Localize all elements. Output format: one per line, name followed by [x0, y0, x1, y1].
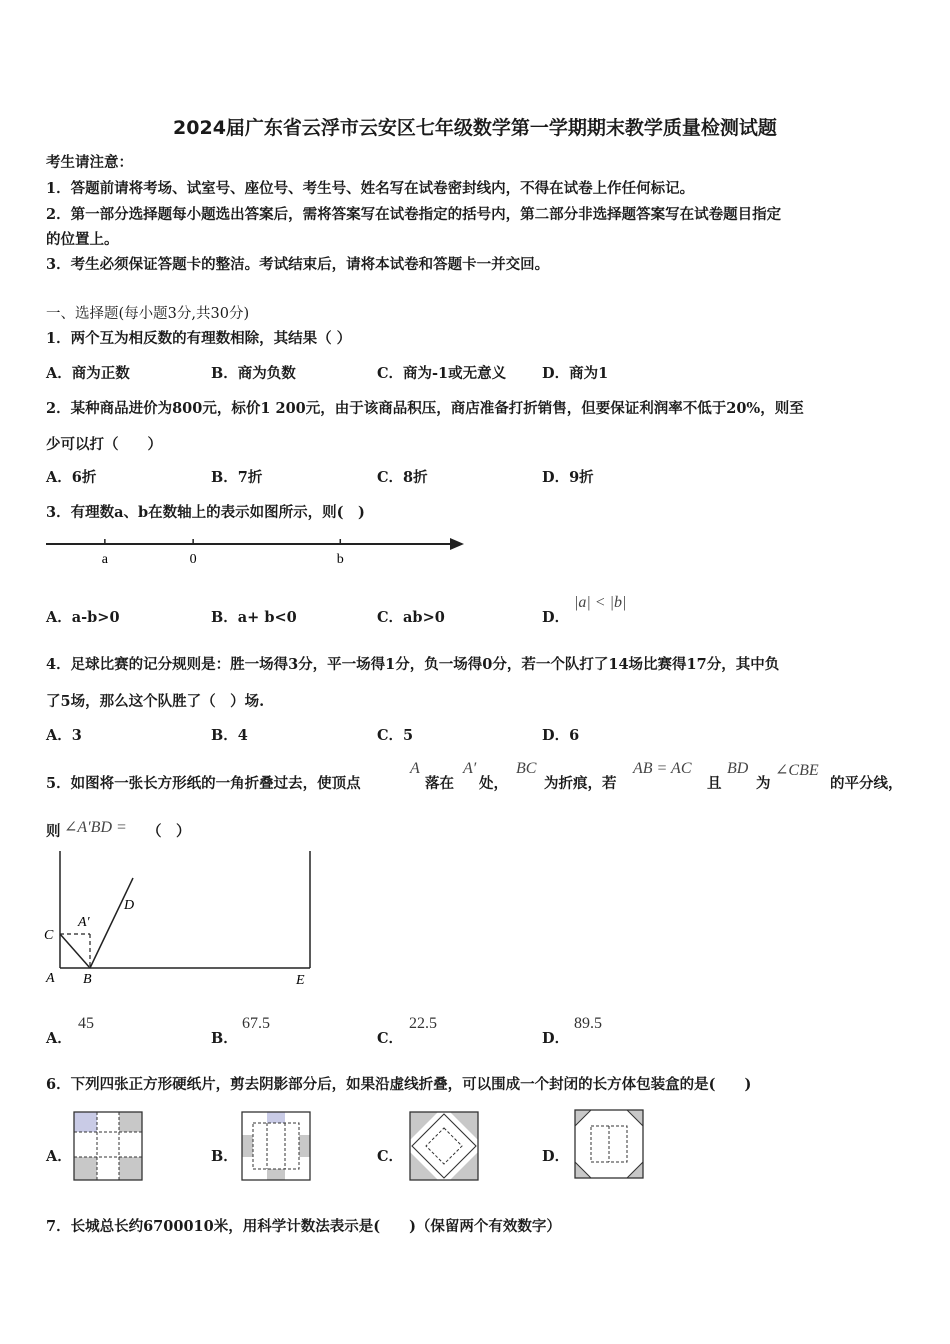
q5-option-d-value: 89.5	[574, 1015, 602, 1032]
label-d: D	[124, 898, 135, 913]
fold-crease-bc	[60, 934, 90, 968]
question-5-stem-part: 落在	[425, 775, 454, 792]
number-line-label: a	[101, 552, 108, 567]
q5-option-c[interactable]: C．	[377, 1030, 404, 1047]
question-5-stem-part: 的平分线，	[830, 775, 903, 792]
q5-option-c-value: 22.5	[409, 1015, 437, 1032]
number-line-figure	[44, 532, 468, 572]
question-5-stem-part: 为折痕，若	[544, 775, 617, 792]
label-e: E	[296, 973, 305, 988]
cut-region	[119, 1112, 142, 1132]
section-heading: 一、选择题(每小题3分,共30分)	[46, 306, 250, 322]
q4-option-a[interactable]: A．3	[46, 727, 82, 744]
q4-option-d[interactable]: D．6	[542, 727, 580, 744]
cut-region	[74, 1112, 97, 1132]
question-6-stem: 6．下列四张正方形硬纸片，剪去阴影部分后，如果沿虚线折叠，可以围成一个封闭的长方体包装盒的是( )	[46, 1076, 752, 1093]
question-5-stem-part: 且	[707, 775, 722, 792]
q1-option-c[interactable]: C．商为-1或无意义	[377, 365, 507, 382]
question-5-stem-part: （ ）	[147, 823, 191, 840]
cut-region	[299, 1135, 310, 1157]
q6-figure-d	[573, 1108, 645, 1180]
math-ab-eq-ac: AB = AC	[633, 760, 692, 777]
q5-option-a-value: 45	[78, 1015, 94, 1032]
cut-region	[267, 1169, 285, 1180]
q4-option-c[interactable]: C．5	[377, 727, 414, 744]
label-a-prime: A′	[78, 915, 90, 930]
q2-option-a[interactable]: A．6折	[46, 469, 97, 486]
axis-arrow	[450, 538, 464, 550]
question-1-stem: 1．两个互为相反数的有理数相除，其结果（ ）	[46, 330, 352, 347]
question-7-stem: 7．长城总长约6700010米，用科学计数法表示是( )（保留两个有效数字）	[46, 1218, 561, 1235]
q2-option-c[interactable]: C．8折	[377, 469, 428, 486]
q1-option-d[interactable]: D．商为1	[542, 365, 609, 382]
notice-item: 1．答题前请将考场、试室号、座位号、考生号、姓名写在试卷密封线内，不得在试卷上作任何标记。	[46, 180, 695, 197]
q3-option-b[interactable]: B．a+ b<0	[211, 609, 297, 626]
math-a-prime: A′	[463, 760, 477, 777]
cut-region	[119, 1157, 142, 1180]
question-4-stem-cont: 了5场，那么这个队胜了（ ）场.	[46, 693, 265, 710]
q6-figure-b	[240, 1110, 312, 1182]
question-5-stem-part: 则	[46, 823, 61, 840]
cut-region	[410, 1112, 438, 1140]
question-5-stem-part: 为	[756, 775, 771, 792]
q1-option-a[interactable]: A．商为正数	[46, 365, 130, 382]
cut-region	[242, 1135, 253, 1157]
math-angle-abd: ∠A′BD =	[64, 819, 127, 836]
q4-option-b[interactable]: B．4	[211, 727, 248, 744]
q3-option-c[interactable]: C．ab>0	[377, 609, 445, 626]
label-c: C	[44, 928, 54, 943]
question-5-stem-part: 处，	[479, 775, 508, 792]
math-a: A	[410, 760, 420, 777]
number-line-label: 0	[189, 552, 197, 567]
notice-heading: 考生请注意：	[46, 154, 133, 171]
question-2-stem-cont: 少可以打（ ）	[46, 436, 162, 453]
notice-item: 3．考生必须保证答题卡的整洁。考试结束后，请将本试卷和答题卡一并交回。	[46, 256, 550, 273]
notice-item: 2．第一部分选择题每小题选出答案后，需将答案写在试卷指定的括号内，第二部分非选择题答案写在试卷题目指定	[46, 206, 782, 223]
q6-figure-a	[72, 1110, 144, 1182]
question-4-stem: 4．足球比赛的记分规则是：胜一场得3分，平一场得1分，负一场得0分，若一个队打了14场比赛得17分，其中负	[46, 656, 780, 673]
q5-option-b-value: 67.5	[242, 1015, 270, 1032]
cut-region	[450, 1152, 478, 1180]
q2-option-d[interactable]: D．9折	[542, 469, 594, 486]
cut-region	[410, 1152, 438, 1180]
q5-option-d[interactable]: D．	[542, 1030, 570, 1047]
q6-figure-c	[408, 1110, 480, 1182]
page-title: 2024届广东省云浮市云安区七年级数学第一学期期末教学质量检测试题	[173, 117, 777, 139]
q6-option-a[interactable]: A．	[46, 1148, 72, 1165]
bisector-bd	[90, 878, 133, 968]
q3-option-d-expression: |a| < |b|	[574, 594, 627, 611]
folding-figure	[38, 846, 328, 992]
math-bd: BD	[727, 760, 749, 777]
q1-option-b[interactable]: B．商为负数	[211, 365, 296, 382]
q6-option-d[interactable]: D．	[542, 1148, 570, 1165]
q5-option-a[interactable]: A．	[46, 1030, 72, 1047]
math-angle-cbe: ∠CBE	[775, 762, 819, 779]
label-a: A	[46, 971, 55, 986]
cut-region	[74, 1157, 97, 1180]
q6-option-c[interactable]: C．	[377, 1148, 404, 1165]
q3-option-d[interactable]: D．	[542, 609, 570, 626]
cut-region	[267, 1112, 285, 1123]
q6-option-b[interactable]: B．	[211, 1148, 238, 1165]
question-5-stem-part: 5．如图将一张长方形纸的一角折叠过去，使顶点	[46, 775, 361, 792]
q2-option-b[interactable]: B．7折	[211, 469, 263, 486]
question-3-stem: 3．有理数a、b在数轴上的表示如图所示，则( )	[46, 504, 365, 521]
q3-option-a[interactable]: A．a-b>0	[46, 609, 120, 626]
q5-option-b[interactable]: B．	[211, 1030, 238, 1047]
math-bc: BC	[516, 760, 537, 777]
label-b: B	[83, 972, 92, 987]
notice-item: 的位置上。	[46, 231, 119, 248]
question-2-stem: 2．某种商品进价为800元，标价1 200元，由于该商品积压，商店准备打折销售，但要保证利润率不低于20%，则至	[46, 400, 804, 417]
cut-region	[450, 1112, 478, 1140]
number-line-label: b	[336, 552, 344, 567]
